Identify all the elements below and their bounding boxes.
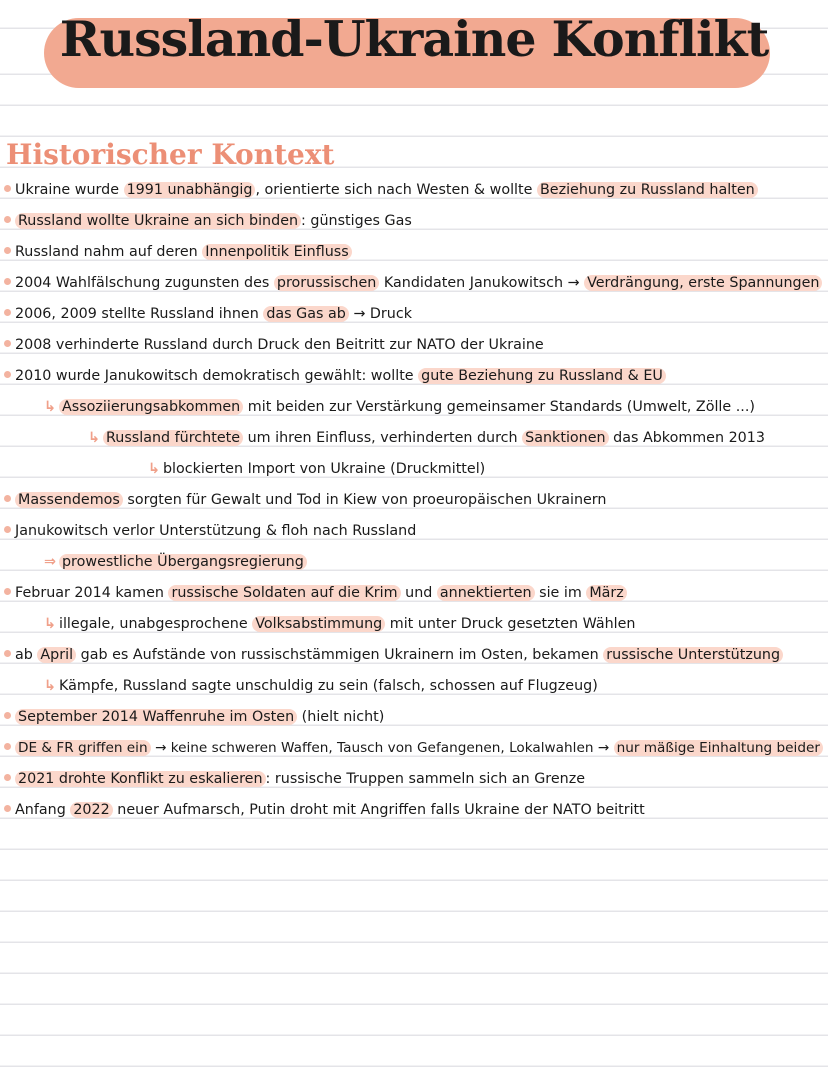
bullet-item [4,211,412,231]
bullet-item [4,242,352,262]
bullet-dot [4,526,11,533]
bullet-item [4,769,585,789]
bullet-item [4,180,758,200]
bullet-item [4,490,607,510]
note-text: : günstiges Gas [301,213,412,229]
highlighted-text: gute Beziehung zu Russland & EU [418,368,666,384]
bullet-dot [4,805,11,812]
highlighted-text: annektierten [437,585,535,601]
bullet-dot [4,278,11,285]
highlighted-text: Sanktionen [522,430,608,446]
sub-item [44,552,307,572]
bullet-dot [4,185,11,192]
highlighted-text: 1991 unabhängig [124,182,256,198]
highlighted-text: März [586,585,626,601]
bullet-item [4,707,384,727]
sub-item [44,676,598,696]
note-text: Ukraine wurde [15,182,124,198]
page-title: Russland-Ukraine Konflikt [59,10,769,68]
highlighted-text: Assoziierungsabkommen [59,399,243,415]
note-text: um ihren Einfluss, verhinderten durch [243,430,523,446]
bullet-dot [4,774,11,781]
highlighted-text: Beziehung zu Russland halten [537,182,758,198]
bullet-dot [4,247,11,254]
note-text: Janukowitsch verlor Unterstützung & floh nach Russland [15,523,417,539]
hook-arrow-icon: ↳ [44,399,56,415]
bullet-dot [4,371,11,378]
bullet-dot [4,588,11,595]
highlighted-text: 2021 drohte Konflikt zu eskalieren [15,771,266,787]
bullet-dot [4,650,11,657]
highlighted-text: prorussischen [274,275,379,291]
double-arrow-icon: ⇒ [44,554,56,570]
note-text: und [400,585,437,601]
note-text: : russische Truppen sammeln sich an Grenze [265,771,586,787]
bullet-item [4,521,416,541]
note-text: mit unter Druck gesetzten Wählen [385,616,636,632]
note-text: Russland nahm auf deren [15,244,203,260]
bullet-item [4,304,412,324]
bullet-dot [4,340,11,347]
highlighted-text: prowestliche Übergangsregierung [59,554,307,570]
highlighted-text: April [37,647,76,663]
note-text: sie im [534,585,587,601]
note-text: sorgten für Gewalt und Tod in Kiew von proeuropäischen Ukrainern [122,492,607,508]
bullet-dot [4,309,11,316]
highlighted-text: russische Unterstützung [603,647,783,663]
bullet-item [4,583,627,603]
bullet-item [4,800,645,820]
hook-arrow-icon: ↳ [88,430,100,446]
note-text: , orientierte sich nach Westen & wollte [255,182,537,198]
note-text: → keine schweren Waffen, Tausch von Gefangenen, Lokalwahlen → [150,740,614,756]
section-heading: Historischer Kontext [6,138,335,171]
highlighted-text: russische Soldaten auf die Krim [168,585,400,601]
hook-arrow-icon: ↳ [44,678,56,694]
highlighted-text: nur mäßige Einhaltung beider [614,740,823,756]
note-text: illegale, unabgesprochene [58,616,253,632]
bullet-item [4,645,783,665]
note-text: → Druck [348,306,412,322]
note-text: das Abkommen 2013 [608,430,765,446]
bullet-dot [4,743,11,750]
sub-item [88,428,765,448]
note-text: Februar 2014 kamen [15,585,169,601]
bullet-dot [4,495,11,502]
highlighted-text: September 2014 Waffenruhe im Osten [15,709,297,725]
note-text: Anfang [15,802,71,818]
highlighted-text: 2022 [70,802,112,818]
bullet-item [4,738,823,758]
bullet-item [4,273,822,293]
note-text: neuer Aufmarsch, Putin droht mit Angriffen falls Ukraine der NATO beitritt [112,802,645,818]
bullet-dot [4,216,11,223]
note-text: 2010 wurde Janukowitsch demokratisch gewählt: wollte [15,368,419,384]
highlighted-text: Volksabstimmung [252,616,385,632]
note-text: (hielt nicht) [297,709,385,725]
sub-item [44,614,636,634]
note-text: 2004 Wahlfälschung zugunsten des [15,275,274,291]
sub-item [44,397,755,417]
bullet-dot [4,712,11,719]
note-text: gab es Aufstände von russischstämmigen Ukrainern im Osten, bekamen [76,647,604,663]
note-text: mit beiden zur Verstärkung gemeinsamer Standards (Umwelt, Zölle ...) [243,399,755,415]
highlighted-text: Verdrängung, erste Spannungen [584,275,822,291]
highlighted-text: Russland wollte Ukraine an sich binden [15,213,301,229]
note-text: Kandidaten Janukowitsch → [379,275,585,291]
highlighted-text: Innenpolitik Einfluss [202,244,351,260]
note-text: ab [15,647,38,663]
bullet-item [4,366,666,386]
hook-arrow-icon: ↳ [44,616,56,632]
note-text: blockierten Import von Ukraine (Druckmittel) [162,461,486,477]
note-text: 2006, 2009 stellte Russland ihnen [15,306,264,322]
highlighted-text: Massendemos [15,492,123,508]
note-text: Kämpfe, Russland sagte unschuldig zu sein (falsch, schossen auf Flugzeug) [58,678,598,694]
note-text: 2008 verhinderte Russland durch Druck den Beitritt zur NATO der Ukraine [15,337,544,353]
highlighted-text: DE & FR griffen ein [15,740,151,756]
bullet-item [4,335,544,355]
hook-arrow-icon: ↳ [148,461,160,477]
sub-item [148,459,485,479]
highlighted-text: Russland fürchtete [103,430,243,446]
highlighted-text: das Gas ab [263,306,349,322]
